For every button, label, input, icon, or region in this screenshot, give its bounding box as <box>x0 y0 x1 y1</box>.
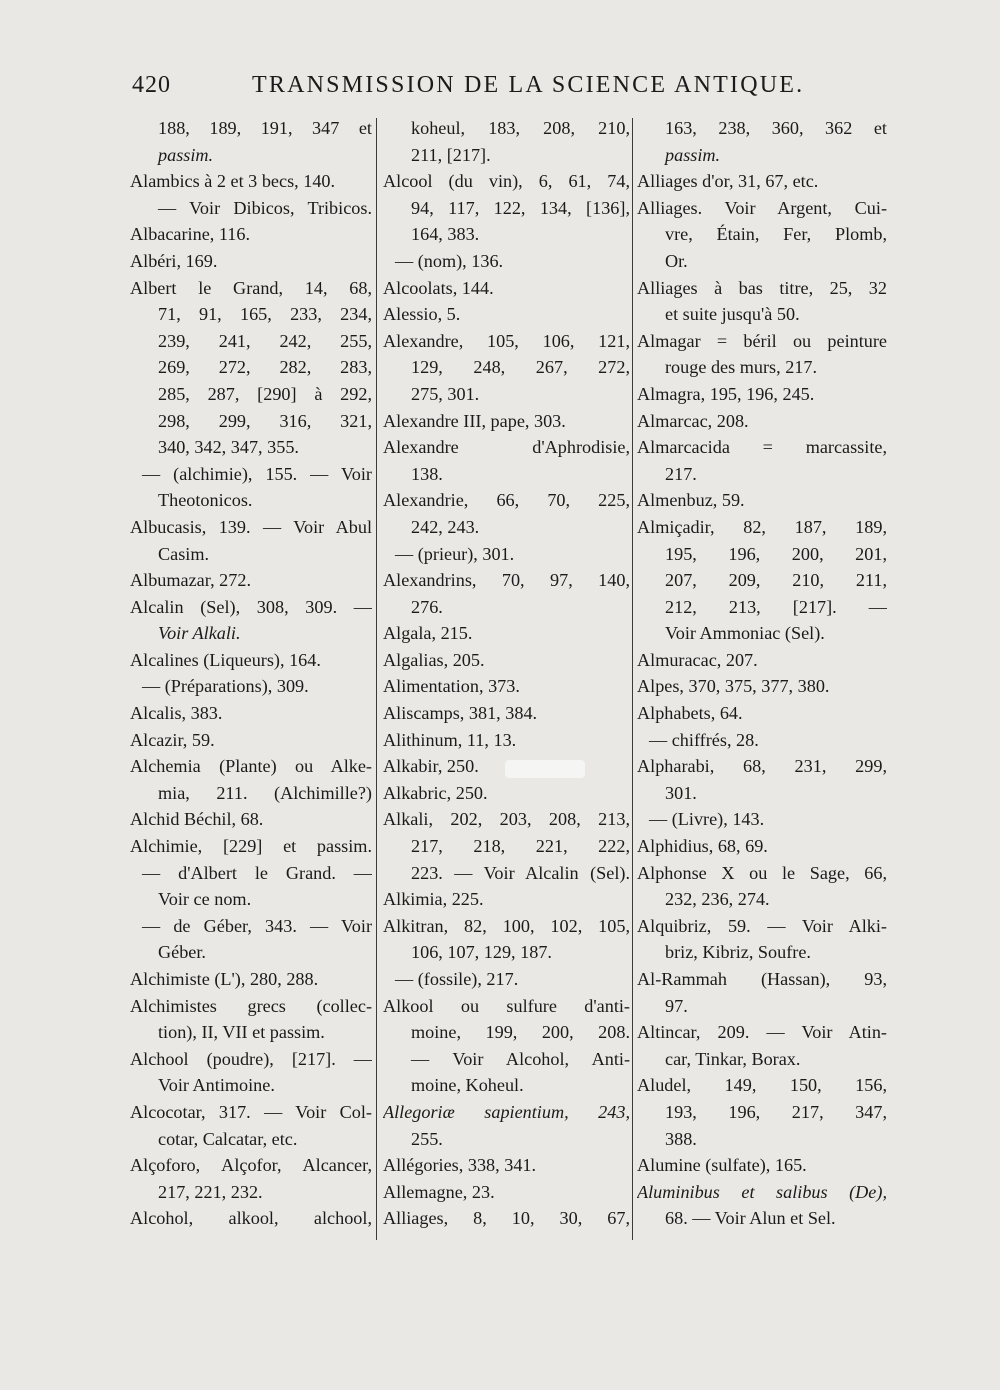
index-line: Alphidius, 68, 69. <box>637 836 768 857</box>
index-column-1 <box>130 115 372 1245</box>
index-line: Almarcac, 208. <box>637 410 749 431</box>
index-line: Alçoforo, Alçofor, Alcancer, <box>130 1155 372 1176</box>
index-line: mia, 211. (Alchimille?) <box>158 782 372 803</box>
index-line: Theotonicos. <box>158 490 253 511</box>
index-line: — d'Albert le Grand. — <box>142 862 372 883</box>
index-line: Aliscamps, 381, 384. <box>383 703 538 724</box>
index-line: Alphonse X ou le Sage, 66, <box>637 862 887 883</box>
index-line: Alliages d'or, 31, 67, etc. <box>637 171 819 192</box>
index-line: Alexandre d'Aphrodisie, <box>383 437 630 458</box>
index-line: Géber. <box>158 942 206 963</box>
index-line: Albucasis, 139. — Voir Abul <box>130 516 372 537</box>
index-line: 301. <box>665 782 697 803</box>
index-line: Voir Alkali. <box>158 623 241 644</box>
index-line: — (alchimie), 155. — Voir <box>142 463 372 484</box>
index-line: Alcalin (Sel), 308, 309. — <box>130 596 372 617</box>
index-line: 232, 236, 274. <box>665 889 770 910</box>
index-line: 242, 243. <box>411 516 480 537</box>
index-line: 211, [217]. <box>411 144 491 165</box>
index-line: Alcazir, 59. <box>130 729 215 750</box>
index-line: Alcohol, alkool, alchool, <box>130 1208 372 1229</box>
index-line: Alchool (poudre), [217]. — <box>130 1048 372 1069</box>
index-line: Alkabric, 250. <box>383 782 488 803</box>
index-line: Alcoolats, 144. <box>383 277 494 298</box>
index-line: Almarcacida = marcassite, <box>637 437 887 458</box>
index-line: — (Préparations), 309. <box>142 676 309 697</box>
running-title: TRANSMISSION DE LA SCIENCE ANTIQUE. <box>252 72 805 98</box>
index-line: 223. — Voir Alcalin (Sel). <box>411 862 630 883</box>
index-line: Allegoriæ sapientium, 243, <box>383 1101 630 1122</box>
index-line: tion), II, VII et passim. <box>158 1022 325 1043</box>
page-header <box>132 70 805 110</box>
index-line: Al-Rammah (Hassan), 93, <box>637 969 887 989</box>
index-line: Allemagne, 23. <box>383 1181 495 1202</box>
index-line: 129, 248, 267, 272, <box>411 357 630 378</box>
index-line: Alpharabi, 68, 231, 299, <box>637 756 887 777</box>
index-line: Alexandre, 105, 106, 121, <box>383 330 630 351</box>
index-line: Alkool ou sulfure d'anti- <box>383 995 630 1016</box>
index-line: 388. <box>665 1128 697 1149</box>
index-line: Algala, 215. <box>383 623 473 644</box>
index-line: Alexandrie, 66, 70, 225, <box>383 490 630 511</box>
index-line: Altincar, 209. — Voir Atin- <box>637 1022 887 1043</box>
index-line: Alchimie, [229] et passim. <box>130 836 372 857</box>
index-line: 340, 342, 347, 355. <box>158 437 299 458</box>
index-line: Alambics à 2 et 3 becs, 140. <box>130 171 336 192</box>
index-line: — chiffrés, 28. <box>649 729 759 750</box>
index-line: 217. <box>665 463 697 484</box>
index-line: Aluminibus et salibus (De), <box>637 1181 887 1202</box>
index-line: Albacarine, 116. <box>130 224 251 245</box>
index-line: Albumazar, 272. <box>130 570 251 591</box>
index-line: 68. — Voir Alun et Sel. <box>665 1208 836 1229</box>
index-line: 138. <box>411 463 443 484</box>
index-line: et suite jusqu'à 50. <box>665 304 800 325</box>
index-line: cotar, Calcatar, etc. <box>158 1128 298 1149</box>
index-line: Alliages. Voir Argent, Cui- <box>637 197 887 218</box>
index-line: Almiçadir, 82, 187, 189, <box>637 516 887 537</box>
index-line: Almagar = béril ou peinture <box>637 330 887 351</box>
index-line: Alimentation, 373. <box>383 676 520 697</box>
index-line: Aludel, 149, 150, 156, <box>637 1075 887 1096</box>
index-line: Alkimia, 225. <box>383 889 484 910</box>
index-line: — (nom), 136. <box>395 250 504 271</box>
index-line: 71, 91, 165, 233, 234, <box>158 304 372 325</box>
index-line: Alexandre III, pape, 303. <box>383 410 566 431</box>
index-line: — Voir Alcohol, Anti- <box>411 1048 630 1069</box>
index-line: Albert le Grand, 14, 68, <box>130 277 372 298</box>
index-line: Alcool (du vin), 6, 61, 74, <box>383 171 630 192</box>
index-line: vre, Étain, Fer, Plomb, <box>665 224 887 245</box>
index-line: Alcalis, 383. <box>130 703 223 724</box>
index-line: Almenbuz, 59. <box>637 490 745 511</box>
index-line: Alcalines (Liqueurs), 164. <box>130 649 321 670</box>
index-line: passim. <box>665 144 721 165</box>
index-column-2 <box>383 115 630 1245</box>
index-line: Alumine (sulfate), 165. <box>637 1155 807 1176</box>
index-line: 269, 272, 282, 283, <box>158 357 372 378</box>
index-line: — de Géber, 343. — Voir <box>142 915 372 936</box>
index-line: rouge des murs, 217. <box>665 357 818 378</box>
index-line: Alessio, 5. <box>383 304 461 325</box>
index-line: 275, 301. <box>411 383 480 404</box>
index-line: 188, 189, 191, 347 et <box>158 118 372 138</box>
index-line: 212, 213, [217]. — <box>665 596 887 617</box>
index-line: Alchimiste (L'), 280, 288. <box>130 969 319 989</box>
index-line: Alchid Béchil, 68. <box>130 809 264 830</box>
index-line: Alliages à bas titre, 25, 32 <box>637 277 887 298</box>
index-line: Almuracac, 207. <box>637 649 758 670</box>
index-line: Albéri, 169. <box>130 250 218 271</box>
index-line: 239, 241, 242, 255, <box>158 330 372 351</box>
column-divider <box>376 118 377 1240</box>
index-line: Alexandrins, 70, 97, 140, <box>383 570 630 591</box>
index-line: Or. <box>665 250 688 271</box>
index-line: Alchemia (Plante) ou Alke- <box>130 756 372 777</box>
index-line: passim. <box>158 144 214 165</box>
page-number: 420 <box>132 72 171 98</box>
index-line: Alithinum, 11, 13. <box>383 729 517 750</box>
index-line: — (fossile), 217. <box>395 969 519 989</box>
index-column-3 <box>637 115 887 1245</box>
index-line: 276. <box>411 596 443 617</box>
index-line: — (prieur), 301. <box>395 543 515 564</box>
index-line: 163, 238, 360, 362 et <box>665 118 887 138</box>
index-line: car, Tinkar, Borax. <box>665 1048 801 1069</box>
paper-stain <box>505 760 585 778</box>
index-line: Alkitran, 82, 100, 102, 105, <box>383 915 630 936</box>
index-line: Allégories, 338, 341. <box>383 1155 537 1176</box>
index-line: moine, 199, 200, 208. <box>411 1022 630 1043</box>
index-line: 298, 299, 316, 321, <box>158 410 372 431</box>
index-line: Alphabets, 64. <box>637 703 743 724</box>
index-line: 97. <box>665 995 688 1016</box>
index-line: Alpes, 370, 375, 377, 380. <box>637 676 830 697</box>
index-line: 94, 117, 122, 134, [136], <box>411 197 630 218</box>
index-line: koheul, 183, 208, 210, <box>411 118 630 138</box>
index-line: 193, 196, 217, 347, <box>665 1101 887 1122</box>
index-line: briz, Kibriz, Soufre. <box>665 942 811 963</box>
index-line: Alcocotar, 317. — Voir Col- <box>130 1101 372 1122</box>
index-line: 255. <box>411 1128 443 1149</box>
index-line: 164, 383. <box>411 224 480 245</box>
index-line: Alkabir, 250. <box>383 756 479 777</box>
column-divider <box>632 118 633 1240</box>
index-line: Alkali, 202, 203, 208, 213, <box>383 809 630 830</box>
index-line: moine, Koheul. <box>411 1075 524 1096</box>
index-line: Voir ce nom. <box>158 889 252 910</box>
index-line: Alquibriz, 59. — Voir Alki- <box>637 915 887 936</box>
index-line: Algalias, 205. <box>383 649 485 670</box>
index-line: Alliages, 8, 10, 30, 67, <box>383 1208 630 1229</box>
index-line: Voir Ammoniac (Sel). <box>665 623 825 644</box>
index-line: 217, 218, 221, 222, <box>411 836 630 857</box>
index-line: Voir Antimoine. <box>158 1075 275 1096</box>
index-line: 217, 221, 232. <box>158 1181 263 1202</box>
index-line: Almagra, 195, 196, 245. <box>637 383 815 404</box>
index-line: 195, 196, 200, 201, <box>665 543 887 564</box>
index-line: Casim. <box>158 543 210 564</box>
index-line: 207, 209, 210, 211, <box>665 570 887 591</box>
index-line: Alchimistes grecs (collec- <box>130 995 372 1016</box>
index-line: — (Livre), 143. <box>649 809 765 830</box>
index-line: 285, 287, [290] à 292, <box>158 383 372 404</box>
index-line: — Voir Dibicos, Tribicos. <box>158 197 372 218</box>
index-line: 106, 107, 129, 187. <box>411 942 552 963</box>
